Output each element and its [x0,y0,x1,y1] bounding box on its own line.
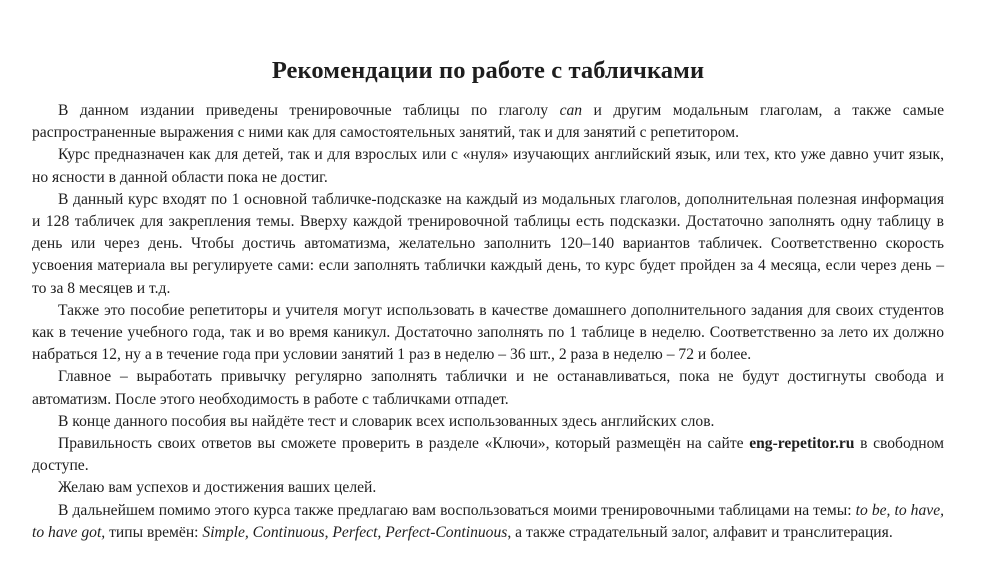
paragraph-course-content: В данный курс входят по 1 основной табличке-подсказке на каждый из модальных глаголов, дополнительная полезная информация и 128 табличек для закрепления темы. Вверху каждой тренировочной таблицы есть подсказки. Достаточно заполнять одну таблицу в день или через день. Чтобы достичь автоматизма, желательно заполнить 120–140 вариантов табличек. Соответственно скорость усвоения материала вы регулируете сами: если заполнять таблички каждый день, то курс будет пройден за 4 месяца, если через день – то за 8 месяцев и т.д. [32,190,944,297]
paragraph-habit: Главное – выработать привычку регулярно заполнять таблички и не останавливаться, пока не будут достигнуты свобода и автоматизм. После этого необходимость в работе с табличками отпадет. [32,368,944,408]
paragraph-answers-text-a: Правильность своих ответов вы сможете проверить в разделе «Ключи», который размещён на сайте [58,435,750,453]
paragraph-other-topics-text-a: В дальнейшем помимо этого курса также предлагаю вам воспользоваться моими тренировочными таблицами на темы: [58,501,856,519]
paragraph-intro [32,100,944,144]
tense-simple-continuous: Simple, Continuous [202,523,325,541]
topics-list: to be, to have, to have got, [32,501,945,541]
paragraph-tutors: Также это пособие репетиторы и учителя могут использовать в качестве домашнего дополнительного задания для своих студентов как в течение учебного года, так и во время каникул. Достаточно заполнять по 1 таблице в неделю. Соответственно за лето их должно набраться 12, ну а в течение года при условии занятий 1 раз в неделю – 36 шт., 2 раза в неделю – 72 и более. [32,301,944,364]
paragraph-wishes: Желаю вам успехов и достижения ваших целей. [58,479,377,497]
modal-verb-can: can [559,102,583,119]
paragraph-test-dictionary: В конце данного пособия вы найдёте тест и словарик всех использованных здесь английских слов. [58,412,715,430]
paragraph-answers [32,433,944,477]
paragraph-answers-text-b: в свободном доступе. [32,435,944,475]
paragraph-audience: Курс предназначен как для детей, так и для взрослых или с «нуля» изучающих английский язык, или тех, кто уже давно учит язык, но ясности в данной области пока не достиг. [32,146,944,186]
document-page [32,56,944,544]
paragraph-other-topics-text-b: типы времён: [105,523,203,541]
site-link[interactable]: eng-repetitor.ru [749,435,855,453]
paragraph-intro-text-b: и другим модальным глаголам, а также самые распространенные выражения с ними как для самостоятельных занятий, так и для занятий с репетитором. [32,102,944,142]
page-title: Рекомендации по работе с табличками [271,57,705,84]
paragraph-other-topics [32,500,944,544]
paragraph-other-topics-text-c: , [324,523,333,541]
paragraph-intro-text-a: В данном издании приведены тренировочные таблицы по глаголу [58,102,560,119]
paragraph-other-topics-text-d: , а также страдательный залог, алфавит и транслитерация. [507,523,893,541]
tense-perfect: Perfect, Perfect-Continuous [332,523,508,541]
